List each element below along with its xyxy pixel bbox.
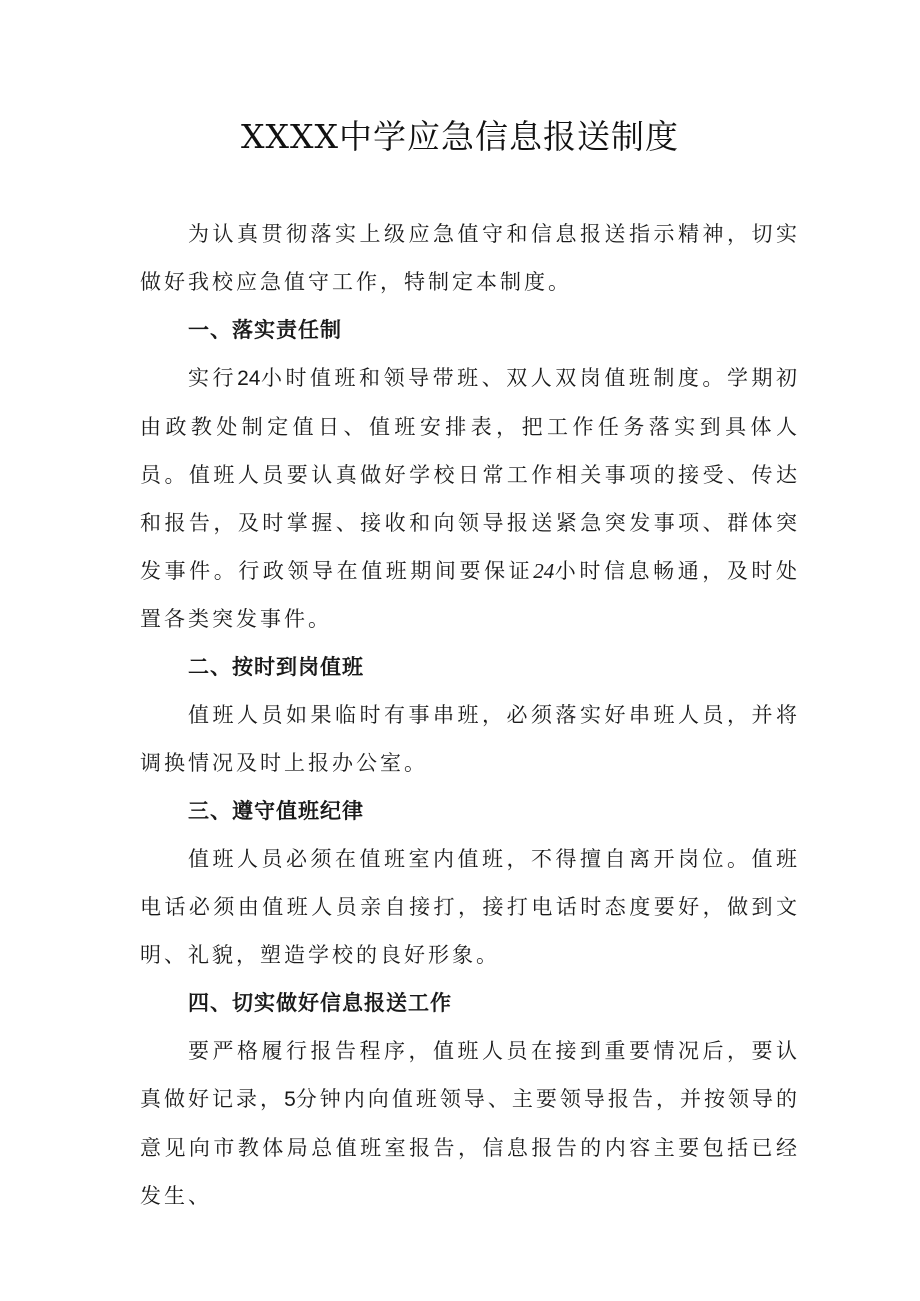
section-2-paragraph: 值班人员如果临时有事串班，必须落实好串班人员，并将调换情况及时上报办公室。: [140, 703, 800, 775]
section-1-number-a: 24: [237, 367, 261, 390]
section-1-number-b: 24: [533, 559, 555, 583]
section-4-number-a: 5: [284, 1088, 296, 1111]
section-4-text-a: 要严格履行报告程序，值班人员在接到重要情况后，要认真做好记录，: [140, 1039, 800, 1111]
section-2-heading: 二、按时到岗值班: [188, 655, 364, 679]
document-title: XXXX中学应急信息报送制度: [241, 117, 679, 156]
intro-paragraph: 为认真贯彻落实上级应急值守和信息报送指示精神，切实做好我校应急值守工作，特制定本制度。: [140, 222, 800, 294]
section-4-heading: 四、切实做好信息报送工作: [188, 991, 452, 1015]
section-4-paragraph: [140, 1027, 800, 1220]
section-1-text-a: 实行: [188, 366, 238, 390]
section-1-paragraph: [140, 354, 800, 643]
section-3-paragraph: 值班人员必须在值班室内值班，不得擅自离开岗位。值班电话必须由值班人员亲自接打，接打电话时态度要好，做到文明、礼貌，塑造学校的良好形象。: [140, 847, 800, 967]
section-1-text-c: 小时信息畅通，及时处置各类突发事件。: [140, 559, 801, 631]
section-1-heading: 一、落实责任制: [188, 318, 342, 342]
section-3-heading: 三、遵守值班纪律: [188, 799, 364, 823]
section-4-text-b: 分钟内向值班领导、主要领导报告，并按领导的意见向市教体局总值班室报告，信息报告的内容主要包括已经发生、: [140, 1087, 801, 1208]
document-body: [140, 210, 800, 1220]
section-1-text-b: 小时值班和领导带班、双人双岗值班制度。学期初由政教处制定值日、值班安排表，把工作任务落实到具体人员。值班人员要认真做好学校日常工作相关事项的接受、传达和报告，及时掌握、接收和向领导报送紧急突发事项、群体突发事件。行政领导在值班期间要保证: [140, 366, 801, 583]
